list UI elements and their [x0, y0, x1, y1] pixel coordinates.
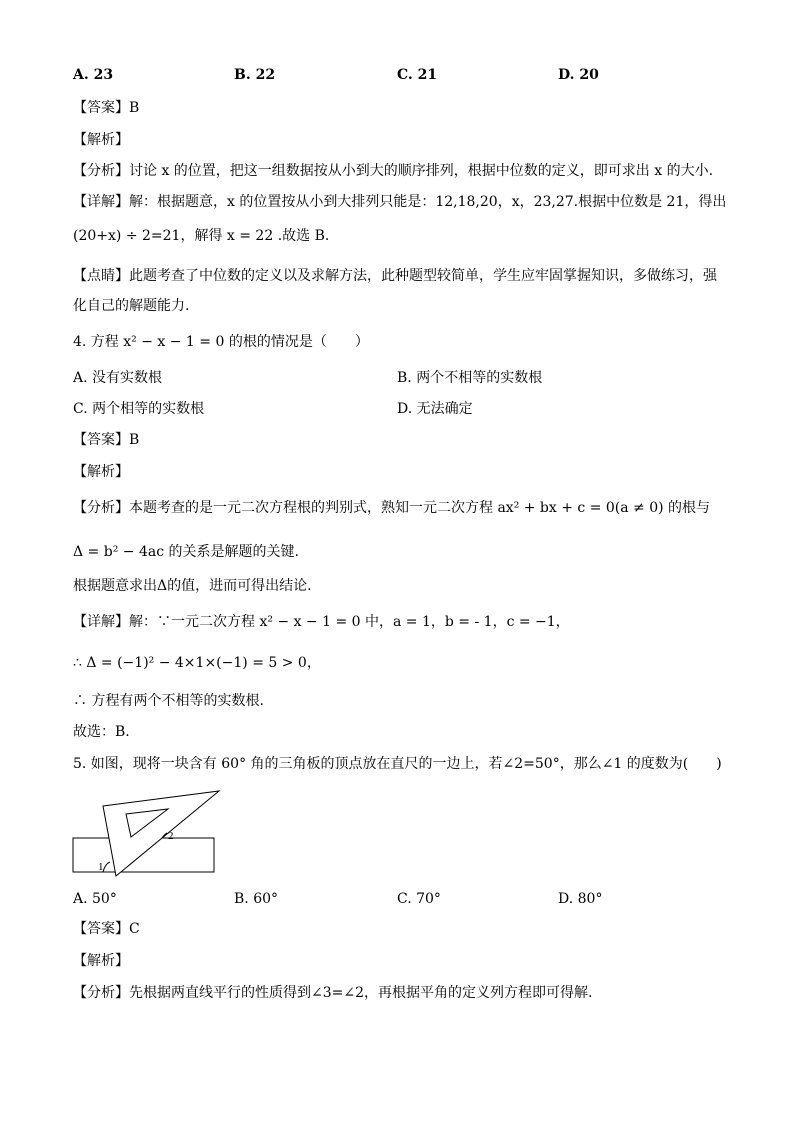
q4-option-d: D. 无法确定 [397, 401, 473, 417]
q3-option-a: A. 23 [73, 67, 114, 83]
q3-option-c: C. 21 [397, 67, 438, 83]
q3-dianjing-line2: 化自己的解题能力. [73, 298, 190, 314]
q4-xiangjie-line2: ∴ Δ = (−1)² − 4×1×(−1) = 5 > 0， [73, 655, 321, 671]
q4-fenxi-line1: 【分析】本题考查的是一元二次方程根的判别式，熟知一元二次方程 ax² + bx + c = 0(a ≠ 0) 的根与 [73, 500, 711, 516]
angle2-label: 2 [168, 830, 174, 842]
q4-option-b: B. 两个不相等的实数根 [397, 370, 543, 386]
q4-option-c: C. 两个相等的实数根 [73, 401, 205, 417]
q4-stem: 4. 方程 x² − x − 1 = 0 的根的情况是（ ） [73, 334, 369, 350]
q3-equation: (20+x) ÷ 2=21，解得 x = 22 .故选 B. [73, 228, 330, 244]
q3-answer: 【答案】B [73, 100, 140, 116]
angle1-label: 1 [98, 861, 104, 873]
q4-xiangjie-line3: ∴ 方程有两个不相等的实数根. [73, 693, 264, 709]
q3-option-b: B. 22 [234, 67, 276, 83]
q3-analysis-heading: 【解析】 [73, 132, 129, 148]
q3-xiangjie: 【详解】解：根据题意，x 的位置按从小到大排列只能是：12,18,20，x，23,27.根据中位数是 21，得出 [73, 194, 727, 210]
q4-xiangjie-line1: 【详解】解：∵一元二次方程 x² − x − 1 = 0 中，a = 1，b = - 1，c = −1， [73, 614, 570, 630]
ruler-triangle-figure [70, 782, 225, 878]
q4-analysis-heading: 【解析】 [73, 464, 129, 480]
q3-option-d: D. 20 [558, 67, 599, 83]
q5-option-d: D. 80° [558, 891, 603, 907]
q5-option-b: B. 60° [234, 891, 279, 907]
q5-analysis-heading: 【解析】 [73, 953, 129, 969]
q5-stem: 5. 如图，现将一块含有 60° 角的三角板的顶点放在直尺的一边上，若∠2=50°，那么∠1 的度数为( ) [73, 756, 722, 772]
q3-dianjing-line1: 【点睛】此题考查了中位数的定义以及求解方法，此种题型较简单，学生应牢固掌握知识，多做练习，强 [73, 268, 717, 284]
q5-option-c: C. 70° [397, 891, 441, 907]
angle1-arc [103, 862, 110, 872]
q4-conclusion: 故选：B. [73, 724, 130, 740]
q5-option-a: A. 50° [73, 891, 117, 907]
q4-fenxi-line2: Δ = b² − 4ac 的关系是解题的关键. [73, 544, 299, 560]
q4-fenxi-line3: 根据题意求出Δ的值，进而可得出结论. [73, 578, 312, 594]
q5-answer: 【答案】C [73, 921, 140, 937]
q3-fenxi: 【分析】讨论 x 的位置，把这一组数据按从小到大的顺序排列，根据中位数的定义，即可求出 x 的大小. [73, 163, 714, 179]
q5-fenxi: 【分析】先根据两直线平行的性质得到∠3=∠2，再根据平角的定义列方程即可得解. [73, 985, 593, 1001]
q4-option-a: A. 没有实数根 [73, 370, 163, 386]
triangle-plate [103, 791, 219, 876]
q4-answer: 【答案】B [73, 432, 140, 448]
